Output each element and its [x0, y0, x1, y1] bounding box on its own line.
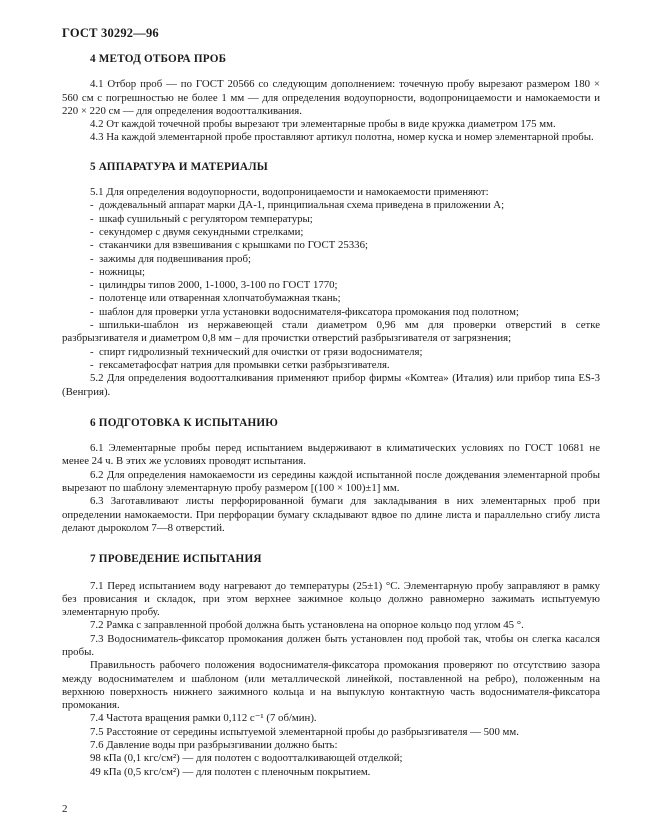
page-header: ГОСТ 30292—96: [62, 26, 159, 40]
clause-4-3: 4.3 На каждой элементарной пробе проставляют артикул полотна, номер куска и номер элементарной пробы.: [90, 131, 594, 144]
list-item: - секундомер с двумя секундными стрелками;: [90, 225, 304, 238]
clause-5-1: 5.1 Для определения водоупорности, водопроницаемости и намокаемости применяют:: [90, 186, 489, 199]
list-item: - гексаметафосфат натрия для промывки сетки разбрызгивателя.: [90, 358, 390, 371]
clause-7-5: 7.5 Расстояние от середины испытуемой элементарной пробы до разбрызгивателя — 500 мм.: [90, 725, 519, 738]
list-item: - полотенце или отваренная хлопчатобумажная ткань;: [90, 292, 341, 305]
list-item: - стаканчики для взвешивания с крышками по ГОСТ 25336;: [90, 239, 368, 252]
list-item: - ножницы;: [90, 265, 145, 278]
clause-7-3: 7.3 Водосниматель-фиксатор промокания должен быть установлен под пробой так, чтобы он слегка касался пробы.: [62, 632, 600, 658]
clause-4-1: 4.1 Отбор проб — по ГОСТ 20566 со следующим дополнением: точечную пробу вырезают размером 180 × 560 см с погрешностью не более 1 мм — для определения водоупорности, водопроницаемости и намокаемости и 220 × 220 см — для определения водоотталкивания.: [62, 78, 600, 117]
section-6-title: 6 ПОДГОТОВКА К ИСПЫТАНИЮ: [90, 416, 279, 429]
page-content: [62, 50, 600, 779]
page-number: 2: [62, 803, 68, 815]
clause-7-1: 7.1 Перед испытанием воду нагревают до температуры (25±1) °С. Элементарную пробу заправляют в рамку без провисания и складок, при этом верхнее зажимное кольцо должно равномерно зажимать испытуемую элементарную пробу.: [62, 579, 600, 619]
clause-7-6: 7.6 Давление воды при разбрызгивании должно быть:: [90, 739, 338, 752]
pressure-line-1: 98 кПа (0,1 кгс/см²) — для полотен с водоотталкивающей отделкой;: [90, 752, 403, 765]
clause-6-2: 6.2 Для определения намокаемости из середины каждой испытанной после дождевания элементарной пробы вырезают по шаблону элементарную пробу размером [(100 × 100)±1] мм.: [62, 468, 600, 495]
clause-7-4: 7.4 Частота вращения рамки 0,112 с⁻¹ (7 об/мин).: [90, 712, 317, 725]
list-item: - дождевальный аппарат марки ДА-1, принципиальная схема приведена в приложении А;: [90, 199, 505, 212]
clause-7-2: 7.2 Рамка с заправленной пробой должна быть установлена на опорное кольцо под углом 45 °.: [90, 619, 524, 632]
section-5-title: 5 АППАРАТУРА И МАТЕРИАЛЫ: [90, 160, 268, 173]
clause-4-2: 4.2 От каждой точечной пробы вырезают три элементарные пробы в виде кружка диаметром 175 мм.: [90, 118, 556, 131]
list-item: - спирт гидролизный технический для очистки от грязи водоснимателя;: [90, 345, 423, 358]
list-item: - шпильки-шаблон из нержавеющей стали диаметром 0,96 мм для проверки отверстий в сетке разбрызгивателя и диаметром 0,8 мм – для прочистки отверстий разбрызгивателя от загрязнения;: [62, 319, 600, 345]
clause-6-3: 6.3 Заготавливают листы перфорированной бумаги для закладывания в них элементарных проб при определении намокаемости. При перфорации бумагу складывают вдвое по длине листа и параллельно сгибу листа делают дыроколом 7—8 отверстий.: [62, 495, 600, 534]
clause-5-2: 5.2 Для определения водоотталкивания применяют прибор фирмы «Комтеа» (Италия) или прибор типа ES-3 (Венгрия).: [62, 372, 600, 398]
clause-7-3-note: Правильность рабочего положения водоснимателя-фиксатора промокания проверяют по отсутствию зазора между водоснимателем и шаблоном (или металлической линейкой, поставленной на ребро), положенным на верхнюю поверхность нижнего зажимного кольца и на выпуклую контактную часть водоснимателя-фиксатора промокания.: [62, 659, 600, 712]
pressure-line-2: 49 кПа (0,5 кгс/см²) — для полотен с пленочным покрытием.: [90, 765, 371, 778]
list-item: - цилиндры типов 2000, 1-1000, 3-100 по ГОСТ 1770;: [90, 279, 338, 292]
clause-6-1: 6.1 Элементарные пробы перед испытанием выдерживают в климатических условиях по ГОСТ 10681 не менее 24 ч. В этих же условиях проводят испытания.: [62, 442, 600, 468]
section-7-title: 7 ПРОВЕДЕНИЕ ИСПЫТАНИЯ: [90, 553, 262, 566]
list-item: - шкаф сушильный с регулятором температуры;: [90, 212, 313, 225]
list-item: - зажимы для подвешивания проб;: [90, 252, 251, 265]
list-item: - шаблон для проверки угла установки водоснимателя-фиксатора промокания под полотном;: [90, 305, 520, 318]
section-4-title: 4 МЕТОД ОТБОРА ПРОБ: [90, 53, 227, 65]
